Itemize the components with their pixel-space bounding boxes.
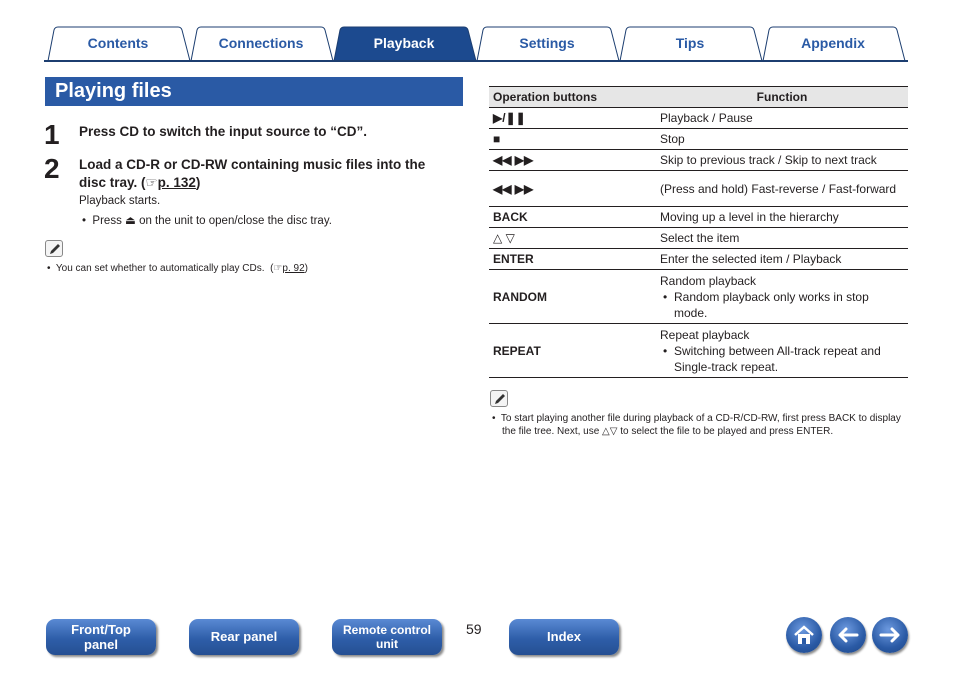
operation-table	[489, 86, 908, 378]
tab-label: Playback	[373, 35, 435, 51]
table-row	[489, 108, 908, 129]
back-button-cell: BACK	[489, 207, 656, 228]
button-label: panel	[84, 637, 118, 652]
enter-button-cell: ENTER	[489, 249, 656, 270]
note-text: • To start playing another file during playback of a CD-R/CD-RW, first press BACK to display the file tree. Next, use △▽ to select the file to be played and press ENTER.	[492, 413, 901, 437]
function-text: Random playback	[660, 273, 757, 288]
table-row	[489, 171, 908, 207]
function-cell: Moving up a level in the hierarchy	[656, 207, 908, 228]
cursor-button-cell: △ ▽	[489, 228, 656, 249]
function-bullet: • Switching between All-track repeat and Single-track repeat.	[660, 343, 904, 375]
function-bullet: • Random playback only works in stop mode.	[660, 289, 904, 321]
tab-playback[interactable]	[330, 26, 478, 61]
note-text: • You can set whether to automatically play CDs. (☞p. 92)	[47, 263, 308, 274]
note-body: You can set whether to automatically play CDs.	[55, 263, 265, 274]
table-row	[489, 324, 908, 378]
page-ref-link[interactable]: p. 132	[157, 175, 196, 190]
random-button-cell: RANDOM	[489, 270, 656, 324]
table-row	[489, 129, 908, 150]
step-bullet: • Press ⏏ on the unit to open/close the disc tray.	[82, 215, 332, 227]
function-cell: (Press and hold) Fast-reverse / Fast-forward	[656, 171, 908, 207]
home-icon[interactable]	[786, 617, 822, 653]
tab-settings[interactable]	[473, 26, 621, 61]
tab-tips[interactable]	[616, 26, 764, 61]
table-header-row	[489, 87, 908, 108]
remote-control-unit-button[interactable]	[332, 619, 442, 655]
column-header-buttons: Operation buttons	[489, 87, 656, 108]
function-cell	[656, 270, 908, 324]
step-text-line2: disc tray.	[79, 175, 138, 190]
function-cell: Enter the selected item / Playback	[656, 249, 908, 270]
tab-underline	[44, 60, 908, 62]
step-number: 2	[44, 153, 60, 184]
skip-button-cell: ◀◀ ▶▶	[489, 150, 656, 171]
step-number: 1	[44, 119, 60, 150]
step-text: Load a CD-R or CD-RW containing music files into the disc tray. (☞p. 132)	[79, 157, 426, 190]
book-ref-icon: ☞	[273, 263, 283, 274]
function-cell: Stop	[656, 129, 908, 150]
button-label: Rear panel	[210, 629, 278, 644]
tab-connections[interactable]	[187, 26, 335, 61]
tab-bar	[44, 26, 908, 62]
tab-label: Contents	[87, 35, 149, 51]
bullet-text: Press ⏏ on the unit to open/close the disc tray.	[92, 215, 332, 227]
table-row	[489, 270, 908, 324]
forward-arrow-icon[interactable]	[872, 617, 908, 653]
table-row	[489, 249, 908, 270]
repeat-button-cell: REPEAT	[489, 324, 656, 378]
tab-label: Settings	[519, 35, 575, 51]
button-label: unit	[376, 637, 398, 651]
tab-contents[interactable]	[44, 26, 192, 61]
front-top-panel-button[interactable]	[46, 619, 156, 655]
page-ref-link[interactable]: p. 92	[282, 263, 305, 274]
button-label: Remote control	[342, 623, 431, 637]
page-number: 59	[466, 621, 482, 637]
button-label: Index	[547, 629, 581, 644]
step-text: Press CD to switch the input source to “CD”.	[79, 124, 368, 139]
function-cell: Skip to previous track / Skip to next track	[656, 150, 908, 171]
step-result: Playback starts.	[79, 195, 161, 207]
note-pencil-icon	[490, 390, 508, 407]
table-row	[489, 150, 908, 171]
tab-label: Tips	[675, 35, 705, 51]
book-ref-icon: ☞	[145, 175, 158, 190]
table-row	[489, 207, 908, 228]
play-pause-button-cell: ▶/❚❚	[489, 108, 656, 129]
tab-label: Appendix	[801, 35, 865, 51]
rear-panel-button[interactable]	[189, 619, 299, 655]
step-text-line1: Load a CD-R or CD-RW containing music files into the	[79, 157, 426, 172]
table-row	[489, 228, 908, 249]
function-text: Repeat playback	[660, 327, 750, 342]
index-button[interactable]	[509, 619, 619, 655]
column-header-function: Function	[656, 87, 908, 108]
stop-button-cell: ■	[489, 129, 656, 150]
note-pencil-icon	[45, 240, 63, 257]
note-body: To start playing another file during playback of a CD-R/CD-RW, first press BACK to display the file tree. Next, use △▽ to select the file to be played and press ENTER.	[500, 413, 901, 437]
function-cell: Select the item	[656, 228, 908, 249]
function-cell: Playback / Pause	[656, 108, 908, 129]
function-cell	[656, 324, 908, 378]
tab-appendix[interactable]	[759, 26, 907, 61]
page-title: Playing files	[45, 77, 463, 106]
button-label: Front/Top	[71, 622, 131, 637]
tab-label: Connections	[218, 35, 304, 51]
fast-search-button-cell: ◀◀ ▶▶	[489, 171, 656, 207]
back-arrow-icon[interactable]	[830, 617, 866, 653]
